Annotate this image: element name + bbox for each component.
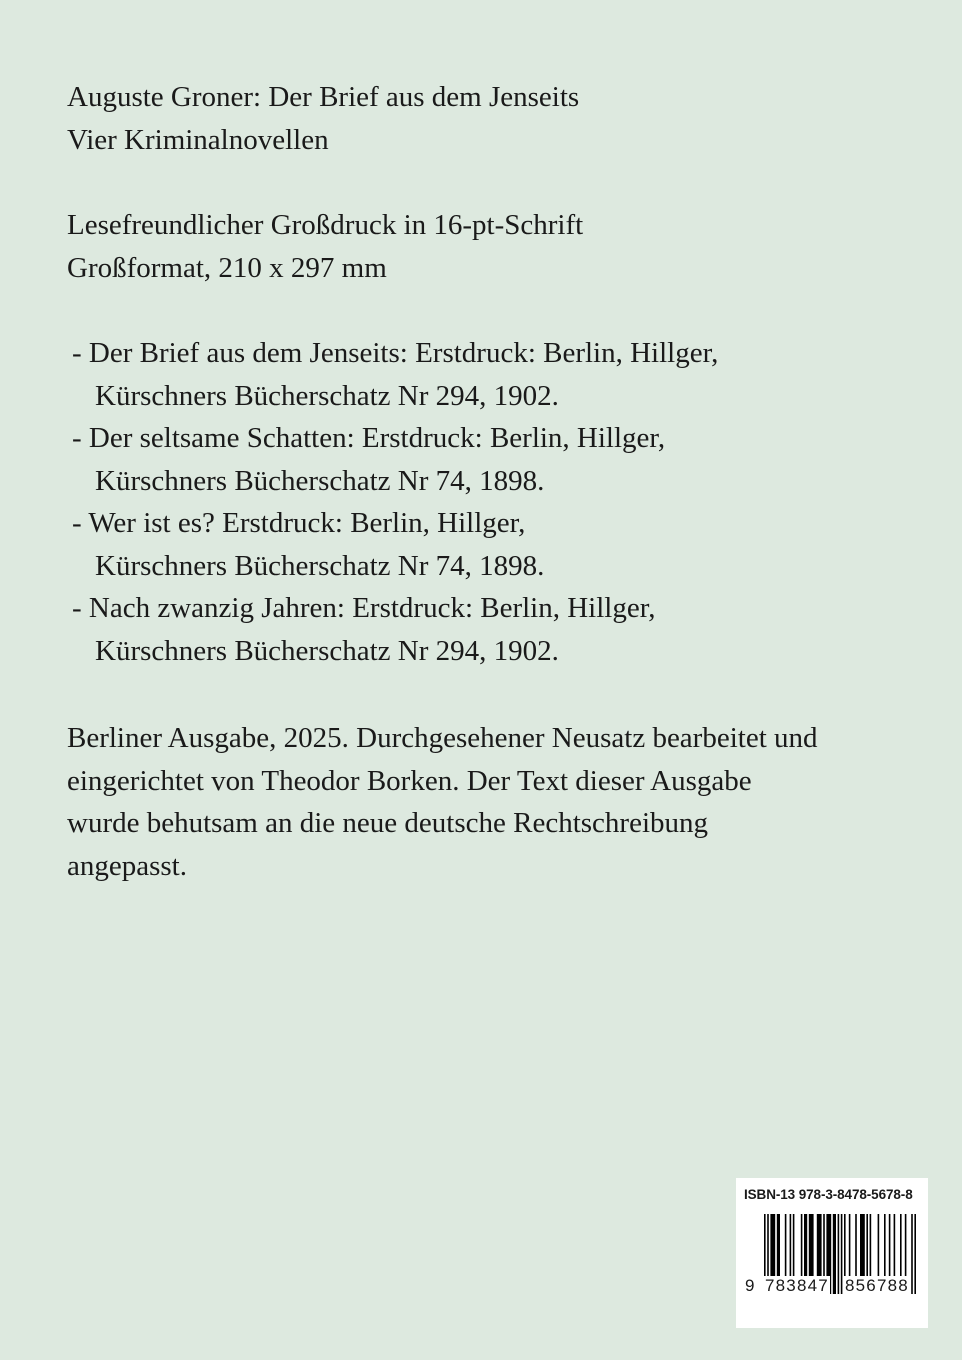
- edition-line: eingerichtet von Theodor Borken. Der Text dieser Ausgabe: [67, 764, 752, 797]
- book-header: [67, 76, 927, 161]
- story-item: [72, 587, 932, 672]
- story-item: [72, 417, 932, 502]
- barcode-digit-first: 9: [745, 1276, 755, 1295]
- story-line-2: Kürschners Bücherschatz Nr 74, 1898.: [95, 549, 545, 582]
- story-line-1: - Der seltsame Schatten: Erstdruck: Berlin, Hillger,: [72, 422, 666, 454]
- title-line: Auguste Groner: Der Brief aus dem Jenseits: [67, 81, 580, 113]
- edition-line: angepasst.: [67, 849, 187, 882]
- format-info: [67, 204, 927, 289]
- edition-line: wurde behutsam an die neue deutsche Rechtschreibung: [67, 807, 709, 839]
- isbn-label: ISBN-13 978-3-8478-5678-8: [744, 1187, 913, 1202]
- story-list: [72, 332, 932, 672]
- isbn-barcode: [736, 1178, 928, 1328]
- edition-line: Berliner Ausgabe, 2025. Durchgesehener Neusatz bearbeitet und: [67, 722, 818, 754]
- story-line-1: - Nach zwanzig Jahren: Erstdruck: Berlin, Hillger,: [72, 592, 656, 624]
- story-line-2: Kürschners Bücherschatz Nr 74, 1898.: [95, 464, 545, 497]
- edition-note: [67, 717, 927, 887]
- story-item: [72, 502, 932, 587]
- story-line-2: Kürschners Bücherschatz Nr 294, 1902.: [95, 379, 559, 412]
- barcode-digits: [744, 1274, 922, 1300]
- story-line-2: Kürschners Bücherschatz Nr 294, 1902.: [95, 634, 559, 667]
- format-line-1: Lesefreundlicher Großdruck in 16-pt-Schrift: [67, 209, 584, 241]
- format-line-2: Großformat, 210 x 297 mm: [67, 251, 387, 284]
- story-line-1: - Der Brief aus dem Jenseits: Erstdruck: Berlin, Hillger,: [72, 337, 719, 369]
- barcode-digits-left: 783847: [765, 1276, 829, 1295]
- barcode-digits-right: 856788: [845, 1276, 909, 1295]
- subtitle-line: Vier Kriminalnovellen: [67, 123, 329, 156]
- story-line-1: - Wer ist es? Erstdruck: Berlin, Hillger,: [72, 507, 526, 539]
- story-item: [72, 332, 932, 417]
